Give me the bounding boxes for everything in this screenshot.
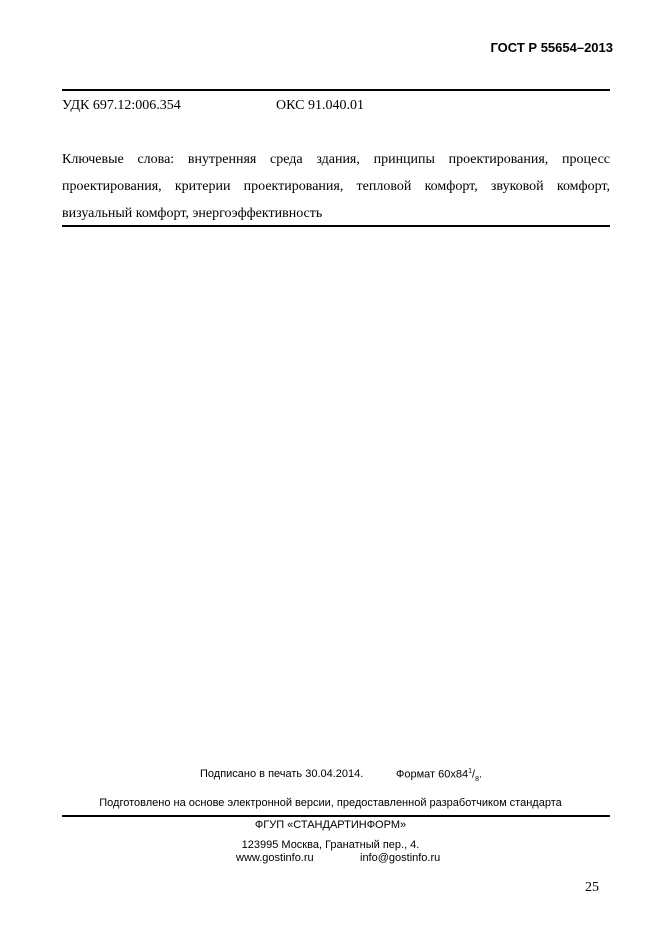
publisher-website: www.gostinfo.ru [236,852,314,864]
publisher-email: info@gostinfo.ru [360,852,441,864]
publisher-name: ФГУП «СТАНДАРТИНФОРМ» [254,819,407,831]
page-number: 25 [585,880,599,895]
format-suffix: . [478,768,483,781]
oks-code: ОКС 91.040.01 [276,98,364,113]
prepared-note: Подготовлено на основе электронной версии, предоставленной разработчиком стандарта [99,797,562,809]
standard-code: ГОСТ Р 55654–2013 [490,40,613,55]
imprint-rule [62,815,610,817]
udc-code: УДК 697.12:006.354 [62,98,181,113]
keywords-rule [62,225,610,227]
format-denominator: 8 [475,775,479,783]
signed-to-print: Подписано в печать 30.04.2014. [200,768,364,780]
format-numerator: 1 [468,768,473,775]
paper-format: Формат $60х84^1/_8$. [396,768,483,783]
top-rule [62,89,610,91]
format-prefix: Формат 60х84 [396,768,469,781]
keywords-paragraph: Ключевые слова: внутренняя среда здания, принципы проектирования, процесс проектирования, критерии проектирования, тепловой комфорт, звуковой комфорт, визуальный комфорт, энергоэффективность [62,152,610,221]
publisher-address: 123995 Москва, Гранатный пер., 4. [241,839,420,851]
